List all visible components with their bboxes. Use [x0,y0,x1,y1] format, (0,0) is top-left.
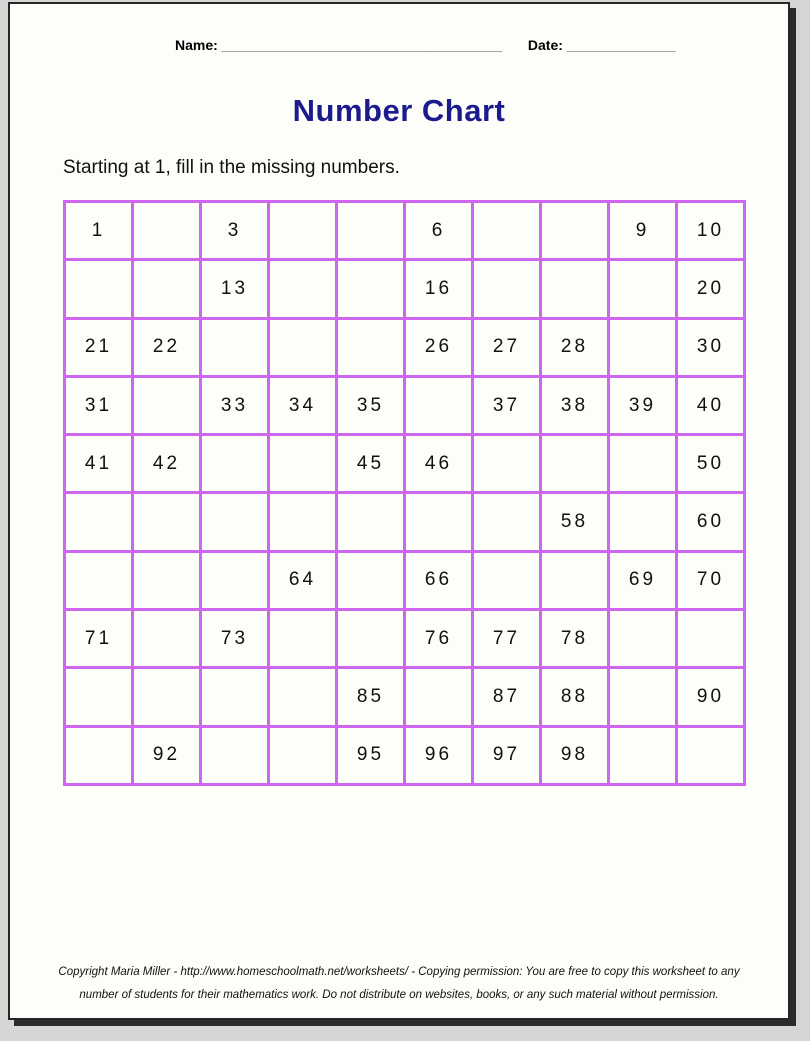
date-label: Date: [527,37,563,53]
grid-cell: 22 [133,318,201,376]
grid-cell-empty [269,318,337,376]
grid-cell-empty [473,202,541,260]
worksheet-page [8,2,790,1020]
grid-cell-empty [133,202,201,260]
grid-cell: 46 [405,435,473,493]
grid-cell-empty [337,551,405,609]
grid-cell: 69 [609,551,677,609]
grid-cell: 30 [677,318,745,376]
grid-row [65,610,745,668]
grid-row [65,668,745,726]
name-blank-line: ____________________________________ [221,37,502,53]
grid-cell: 85 [337,668,405,726]
grid-cell: 78 [541,610,609,668]
copyright-footer [10,961,788,1006]
grid-cell-empty [65,551,133,609]
grid-cell: 13 [201,260,269,318]
grid-cell-empty [473,493,541,551]
grid-cell-empty [405,376,473,434]
grid-row [65,260,745,318]
number-grid [63,200,746,786]
copyright-line-2: number of students for their mathematics work. Do not distribute on websites, books, or any such material without permission. [79,988,719,1001]
grid-cell: 10 [677,202,745,260]
grid-cell: 33 [201,376,269,434]
grid-cell: 96 [405,726,473,784]
grid-cell-empty [541,435,609,493]
grid-cell-empty [337,610,405,668]
grid-cell: 21 [65,318,133,376]
grid-cell: 9 [609,202,677,260]
grid-row [65,726,745,784]
grid-cell-empty [133,551,201,609]
grid-cell: 60 [677,493,745,551]
grid-cell-empty [269,260,337,318]
grid-cell-empty [473,435,541,493]
grid-cell-empty [473,551,541,609]
name-date-header [10,4,788,53]
grid-cell-empty [269,726,337,784]
grid-cell-empty [609,493,677,551]
copyright-line-1: Copyright Maria Miller - http://www.homeschoolmath.net/worksheets/ - Copying permission: You are free to copy this worksheet to any [58,966,740,979]
grid-cell: 58 [541,493,609,551]
grid-cell: 28 [541,318,609,376]
grid-cell-empty [201,318,269,376]
grid-cell: 31 [65,376,133,434]
grid-cell: 97 [473,726,541,784]
grid-cell: 95 [337,726,405,784]
grid-cell-empty [133,668,201,726]
grid-cell-empty [541,551,609,609]
grid-cell-empty [201,551,269,609]
grid-row [65,435,745,493]
grid-cell-empty [65,668,133,726]
grid-row [65,202,745,260]
grid-cell-empty [65,260,133,318]
grid-cell-empty [677,726,745,784]
grid-cell: 73 [201,610,269,668]
grid-cell-empty [65,493,133,551]
grid-cell: 40 [677,376,745,434]
grid-cell-empty [269,610,337,668]
grid-cell: 76 [405,610,473,668]
grid-cell-empty [541,202,609,260]
grid-cell-empty [269,668,337,726]
page-title: Number Chart [292,93,506,128]
number-grid-body [65,202,745,785]
grid-cell: 3 [201,202,269,260]
grid-cell-empty [65,726,133,784]
grid-cell-empty [541,260,609,318]
grid-cell: 37 [473,376,541,434]
grid-cell: 70 [677,551,745,609]
grid-cell: 88 [541,668,609,726]
grid-cell-empty [609,435,677,493]
grid-cell-empty [269,493,337,551]
grid-cell: 45 [337,435,405,493]
grid-cell: 39 [609,376,677,434]
grid-cell-empty [201,668,269,726]
grid-cell-empty [609,610,677,668]
grid-cell: 87 [473,668,541,726]
grid-cell: 38 [541,376,609,434]
grid-cell-empty [337,493,405,551]
grid-cell-empty [133,260,201,318]
grid-cell-empty [269,202,337,260]
grid-cell-empty [405,668,473,726]
grid-cell-empty [133,610,201,668]
grid-cell: 71 [65,610,133,668]
grid-cell: 66 [405,551,473,609]
grid-cell: 42 [133,435,201,493]
grid-cell-empty [337,202,405,260]
date-blank-line: ______________ [566,37,676,53]
grid-cell: 41 [65,435,133,493]
instruction-text: Starting at 1, fill in the missing numbers. [63,157,400,178]
grid-cell-empty [609,260,677,318]
grid-cell: 16 [405,260,473,318]
grid-cell: 34 [269,376,337,434]
grid-cell: 92 [133,726,201,784]
grid-cell-empty [201,726,269,784]
grid-cell: 77 [473,610,541,668]
grid-cell-empty [201,493,269,551]
grid-cell-empty [337,318,405,376]
grid-cell-empty [133,493,201,551]
grid-cell-empty [473,260,541,318]
grid-cell: 64 [269,551,337,609]
grid-cell: 1 [65,202,133,260]
grid-cell-empty [677,610,745,668]
grid-cell-empty [337,260,405,318]
grid-row [65,551,745,609]
grid-cell-empty [201,435,269,493]
grid-cell-empty [609,726,677,784]
grid-cell-empty [609,668,677,726]
grid-cell-empty [133,376,201,434]
grid-cell: 27 [473,318,541,376]
grid-row [65,376,745,434]
grid-cell: 50 [677,435,745,493]
grid-row [65,493,745,551]
grid-cell: 35 [337,376,405,434]
grid-cell: 6 [405,202,473,260]
grid-cell: 90 [677,668,745,726]
grid-cell: 20 [677,260,745,318]
grid-cell: 26 [405,318,473,376]
grid-cell-empty [269,435,337,493]
grid-cell: 98 [541,726,609,784]
grid-cell-empty [609,318,677,376]
grid-cell-empty [405,493,473,551]
name-label: Name: [175,37,218,53]
grid-row [65,318,745,376]
